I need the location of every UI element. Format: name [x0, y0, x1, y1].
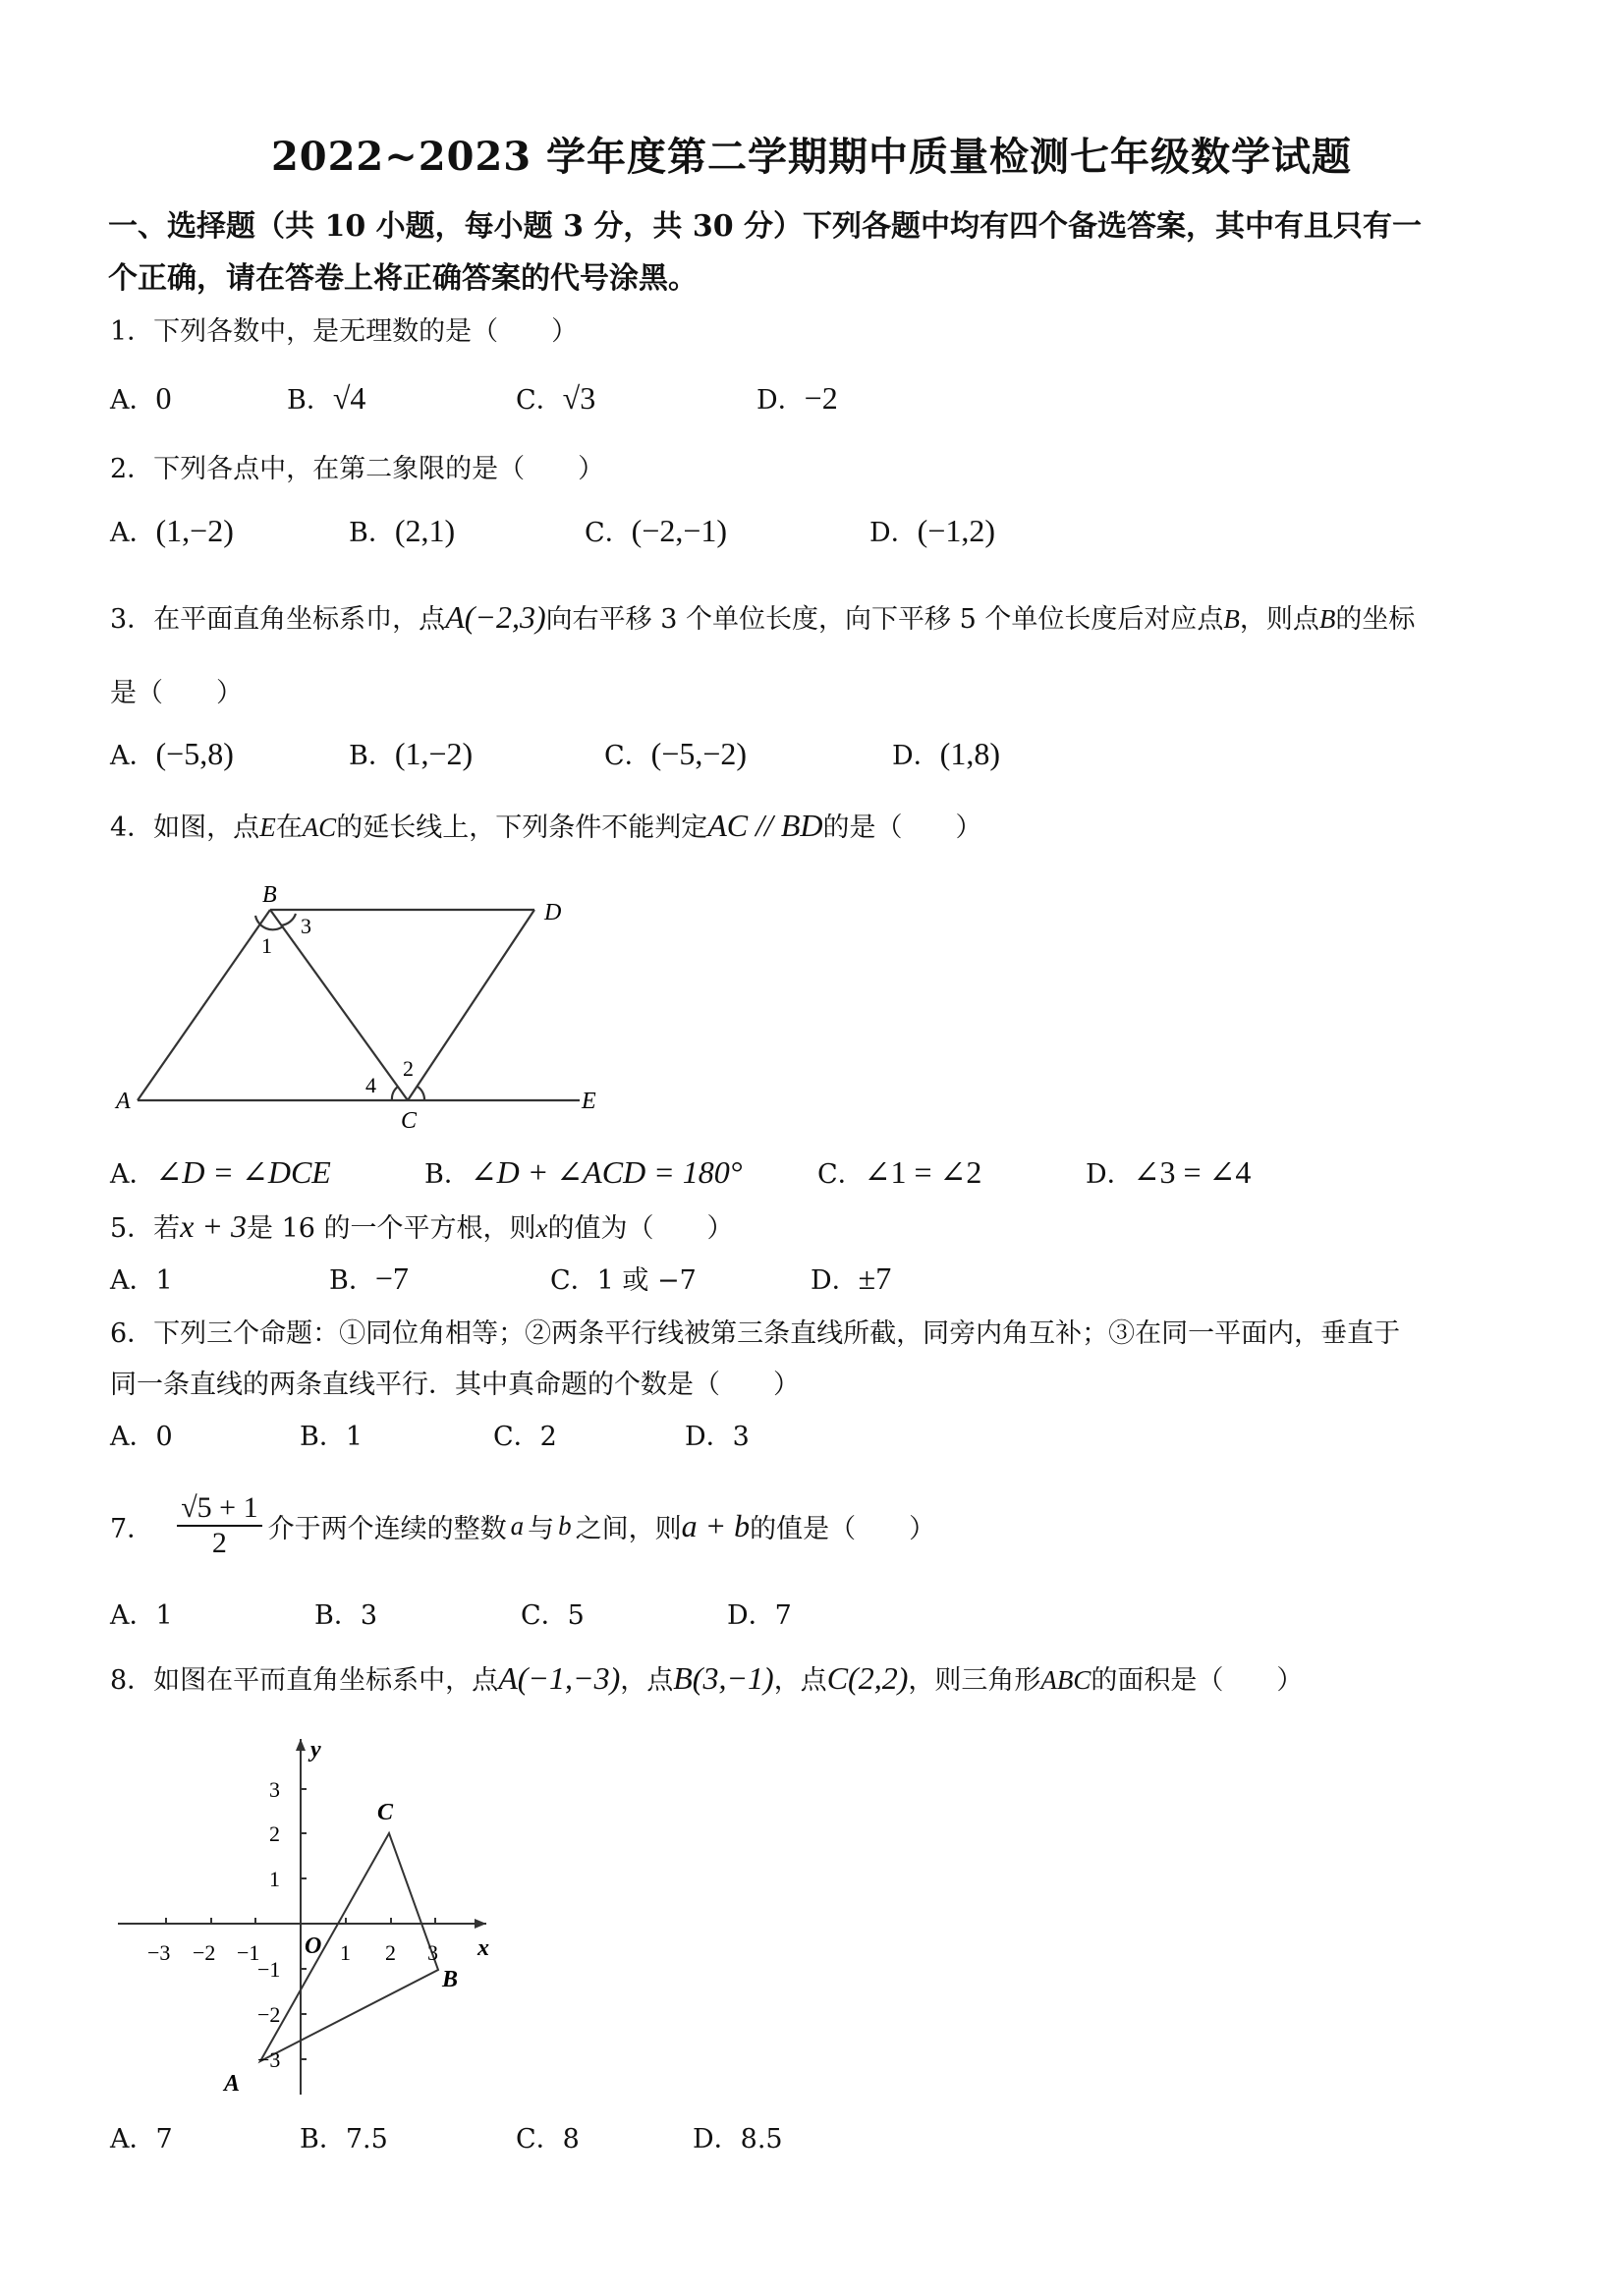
- q3-option-c[interactable]: [604, 734, 747, 772]
- stem-text: ，则三角形: [908, 1665, 1041, 1696]
- x-axis-arrow-icon: [475, 1919, 486, 1929]
- q6-option-c[interactable]: [493, 1415, 557, 1453]
- q8-option-c[interactable]: [516, 2117, 580, 2156]
- stem-text: 的值是（ ）: [750, 1513, 936, 1544]
- stem-text: 在: [275, 812, 303, 843]
- stem-text: 5．若: [110, 1213, 181, 1244]
- q5-option-d[interactable]: [811, 1259, 891, 1297]
- option-letter: B．: [300, 2124, 346, 2155]
- point-label-D: D: [544, 900, 562, 925]
- fraction-sqrt5-plus-1-over-2: [177, 1491, 261, 1560]
- question-1-stem: 1．下列各数中，是无理数的是（ ）: [110, 316, 579, 347]
- q4-option-a[interactable]: [110, 1152, 331, 1191]
- fraction-denominator: 2: [211, 1527, 227, 1559]
- stem-text: 向右平移 3 个单位长度，向下平移 5 个单位长度后对应点: [545, 604, 1224, 635]
- stem-expression: x + 3: [180, 1208, 247, 1244]
- x-axis-label: x: [477, 1935, 489, 1961]
- y-tick-label: 2: [269, 1821, 280, 1846]
- stem-text: 与: [528, 1513, 555, 1544]
- option-letter: A．: [110, 1159, 156, 1190]
- y-tick-label: 3: [269, 1777, 280, 1802]
- angle-3-arc: [281, 914, 296, 925]
- option-value: 1 或 −7: [596, 1265, 697, 1296]
- angle-label-4: 4: [365, 1073, 376, 1097]
- q5-option-c[interactable]: [550, 1259, 697, 1297]
- option-letter: A．: [110, 1265, 156, 1296]
- option-value: 7.5: [345, 2124, 388, 2155]
- option-value: 7: [155, 2124, 173, 2155]
- question-3-stem-line2: 是（ ）: [110, 678, 243, 708]
- option-letter: D．: [892, 741, 940, 771]
- stem-text: 之间，则: [575, 1513, 682, 1544]
- q7-option-a[interactable]: [110, 1594, 173, 1632]
- angle-label-2: 2: [403, 1056, 414, 1081]
- option-letter: B．: [329, 1265, 375, 1296]
- angle-2-arc: [418, 1087, 424, 1100]
- option-letter: D．: [1086, 1159, 1134, 1190]
- option-value: ∠D + ∠ACD = 180°: [470, 1154, 743, 1190]
- q1-option-b[interactable]: [287, 378, 365, 417]
- q2-option-d[interactable]: [869, 511, 995, 549]
- y-tick-label: −3: [257, 2047, 281, 2072]
- stem-text: ，点: [620, 1665, 674, 1696]
- option-value: 0: [155, 1422, 173, 1452]
- question-8-stem: [110, 1658, 1303, 1697]
- option-letter: D．: [811, 1265, 859, 1296]
- question-4-stem: [110, 806, 982, 844]
- question-7-stem: [110, 1482, 935, 1570]
- section-header-line2: 个正确，请在答卷上将正确答案的代号涂黑。: [108, 261, 698, 296]
- question-6-line1: 6．下列三个命题：①同位角相等；②两条平行线被第三条直线所截，同旁内角互补；③在同一平面内，垂直于: [110, 1318, 1401, 1349]
- option-letter: C．: [493, 1422, 540, 1452]
- x-tick-label: −2: [193, 1940, 216, 1965]
- stem-var: x: [535, 1213, 548, 1243]
- q3-option-d[interactable]: [892, 734, 1000, 772]
- q4-option-b[interactable]: [424, 1152, 743, 1191]
- point-label-C: C: [401, 1108, 418, 1134]
- option-letter: C．: [585, 518, 632, 548]
- option-value: (1,−2): [394, 736, 474, 771]
- q7-option-d[interactable]: [727, 1594, 792, 1632]
- question-2-stem: 2．下列各点中，在第二象限的是（ ）: [110, 454, 605, 484]
- y-tick-label: −2: [257, 2002, 281, 2027]
- q7-option-c[interactable]: [521, 1594, 585, 1632]
- point-label-C: C: [377, 1800, 394, 1825]
- q6-option-a[interactable]: [110, 1415, 173, 1453]
- point-label-B: B: [262, 882, 277, 908]
- option-letter: C．: [516, 385, 563, 416]
- option-value: √3: [562, 380, 596, 416]
- stem-relation: AC // BD: [707, 808, 823, 843]
- option-value: 1: [155, 1600, 173, 1631]
- option-value: (1,8): [939, 736, 1000, 771]
- option-letter: A．: [110, 518, 156, 548]
- stem-point-B: B(3,−1): [673, 1660, 774, 1696]
- stem-text: 的坐标: [1335, 604, 1416, 635]
- option-value: 2: [539, 1422, 557, 1452]
- stem-expression: a + b: [681, 1507, 751, 1543]
- q1-option-a[interactable]: [110, 378, 172, 417]
- option-letter: C．: [817, 1159, 865, 1190]
- page-title: 2022~2023 学年度第二学期期中质量检测七年级数学试题: [270, 134, 1353, 180]
- option-letter: D．: [756, 385, 805, 416]
- parallelogram-figure: [108, 874, 619, 1140]
- option-letter: C．: [604, 741, 651, 771]
- option-letter: B．: [349, 518, 395, 548]
- q5-option-b[interactable]: [329, 1259, 409, 1297]
- y-axis-label: y: [310, 1737, 321, 1763]
- option-value: 3: [732, 1422, 750, 1452]
- point-label-A: A: [224, 2071, 241, 2097]
- stem-var: ABC: [1040, 1665, 1091, 1695]
- option-value: 3: [360, 1600, 378, 1631]
- q5-option-a[interactable]: [110, 1259, 173, 1297]
- question-6-line2: 同一条直线的两条直线平行．其中真命题的个数是（ ）: [110, 1370, 800, 1400]
- q2-option-b[interactable]: [349, 511, 455, 549]
- stem-text: 8．如图在平而直角坐标系中，点: [110, 1665, 499, 1696]
- option-letter: B．: [424, 1159, 471, 1190]
- q1-option-c[interactable]: [516, 378, 595, 417]
- stem-var: a: [510, 1510, 525, 1540]
- angle-4-arc: [392, 1087, 398, 1100]
- option-value: ∠3 = ∠4: [1133, 1154, 1252, 1190]
- q6-option-d[interactable]: [685, 1415, 750, 1453]
- q2-option-a[interactable]: [110, 511, 234, 549]
- stem-var: B: [1318, 604, 1336, 634]
- option-letter: C．: [516, 2124, 563, 2155]
- option-value: √4: [332, 380, 366, 416]
- option-value: ∠D = ∠DCE: [155, 1154, 331, 1190]
- option-value: (1,−2): [155, 513, 234, 548]
- option-letter: D．: [693, 2124, 741, 2155]
- stem-text: 的面积是（ ）: [1091, 1665, 1304, 1696]
- x-tick-label: −1: [237, 1940, 260, 1965]
- option-letter: B．: [314, 1600, 361, 1631]
- point-label-B: B: [442, 1967, 459, 1992]
- stem-text: ，则点: [1239, 604, 1319, 635]
- option-value: −7: [374, 1260, 409, 1296]
- stem-text: 是 16 的一个平方根，则: [246, 1213, 536, 1244]
- option-value: 5: [567, 1600, 585, 1631]
- point-label-E: E: [582, 1089, 596, 1114]
- point-label-A: A: [116, 1089, 131, 1114]
- option-value: (−5,−2): [650, 736, 748, 771]
- option-letter: A．: [110, 741, 156, 771]
- stem-var: B: [1223, 604, 1240, 634]
- option-value: 7: [774, 1600, 792, 1631]
- y-tick-label: 1: [269, 1867, 280, 1891]
- y-axis-arrow-icon: [296, 1739, 306, 1751]
- option-value: (−2,−1): [631, 513, 728, 548]
- line-BC: [270, 910, 408, 1100]
- q4-option-c[interactable]: [817, 1152, 981, 1191]
- option-value: (−5,8): [155, 736, 234, 771]
- option-value: 0: [155, 380, 172, 416]
- q3-option-a[interactable]: [110, 734, 234, 772]
- option-value: (−1,2): [917, 513, 996, 548]
- angle-label-1: 1: [261, 933, 272, 958]
- option-letter: D．: [869, 518, 918, 548]
- option-letter: C．: [550, 1265, 597, 1296]
- section-header-line1: 一、选择题（共 10 小题，每小题 3 分，共 30 分）下列各题中均有四个备选答案，其中有且只有一: [108, 209, 1423, 244]
- option-letter: D．: [727, 1600, 775, 1631]
- option-value: 1: [155, 1265, 173, 1296]
- origin-label: O: [305, 1933, 322, 1959]
- stem-text: 介于两个连续的整数: [267, 1513, 507, 1544]
- option-value: 8.5: [740, 2124, 783, 2155]
- x-tick-label: 1: [340, 1940, 351, 1965]
- option-letter: A．: [110, 2124, 156, 2155]
- option-letter: B．: [287, 385, 333, 416]
- line-CD: [408, 910, 534, 1100]
- option-letter: C．: [521, 1600, 568, 1631]
- option-value: ±7: [858, 1260, 892, 1296]
- stem-text: ，点: [773, 1665, 827, 1696]
- option-letter: B．: [349, 741, 395, 771]
- x-tick-label: 2: [385, 1940, 396, 1965]
- stem-var: b: [558, 1510, 572, 1540]
- option-value: −2: [804, 380, 838, 416]
- option-value: ∠1 = ∠2: [864, 1154, 982, 1190]
- option-value: 8: [562, 2124, 580, 2155]
- stem-point: A(−2,3): [445, 599, 546, 635]
- option-letter: A．: [110, 1422, 156, 1452]
- q8-option-b[interactable]: [300, 2117, 388, 2156]
- stem-text: 的值为（ ）: [547, 1213, 734, 1244]
- q7-option-b[interactable]: [314, 1594, 377, 1632]
- option-letter: A．: [110, 1600, 156, 1631]
- q8-option-a[interactable]: [110, 2117, 173, 2156]
- line-AB: [138, 910, 270, 1100]
- q6-option-b[interactable]: [300, 1415, 363, 1453]
- q8-option-d[interactable]: [693, 2117, 783, 2156]
- stem-point-C: C(2,2): [826, 1660, 909, 1696]
- stem-text: 3．在平面直角坐标系巾，点: [110, 604, 446, 635]
- option-letter: D．: [685, 1422, 733, 1452]
- q2-option-c[interactable]: [585, 511, 727, 549]
- coordinate-plane-figure: [108, 1729, 521, 2112]
- stem-point-A: A(−1,−3): [498, 1660, 621, 1696]
- stem-text: 的延长线上，下列条件不能判定: [336, 812, 708, 843]
- stem-var: E: [259, 812, 276, 842]
- option-value: 1: [345, 1422, 364, 1452]
- x-tick-label: −3: [147, 1940, 171, 1965]
- angle-label-3: 3: [301, 914, 311, 938]
- option-letter: B．: [300, 1422, 346, 1452]
- stem-number: 7．: [110, 1513, 154, 1544]
- stem-text: 的是（ ）: [822, 812, 982, 843]
- question-3-stem: [110, 597, 1415, 636]
- q4-option-d[interactable]: [1086, 1152, 1251, 1191]
- option-letter: A．: [110, 385, 156, 416]
- option-value: (2,1): [394, 513, 456, 548]
- fraction-numerator: √5 + 1: [177, 1491, 261, 1527]
- x-tick-label: 3: [427, 1940, 438, 1965]
- y-tick-label: −1: [257, 1957, 281, 1982]
- stem-var: AC: [302, 812, 337, 842]
- q3-option-b[interactable]: [349, 734, 473, 772]
- question-5-stem: [110, 1206, 734, 1245]
- stem-text: 4．如图，点: [110, 812, 260, 843]
- q1-option-d[interactable]: [756, 378, 838, 417]
